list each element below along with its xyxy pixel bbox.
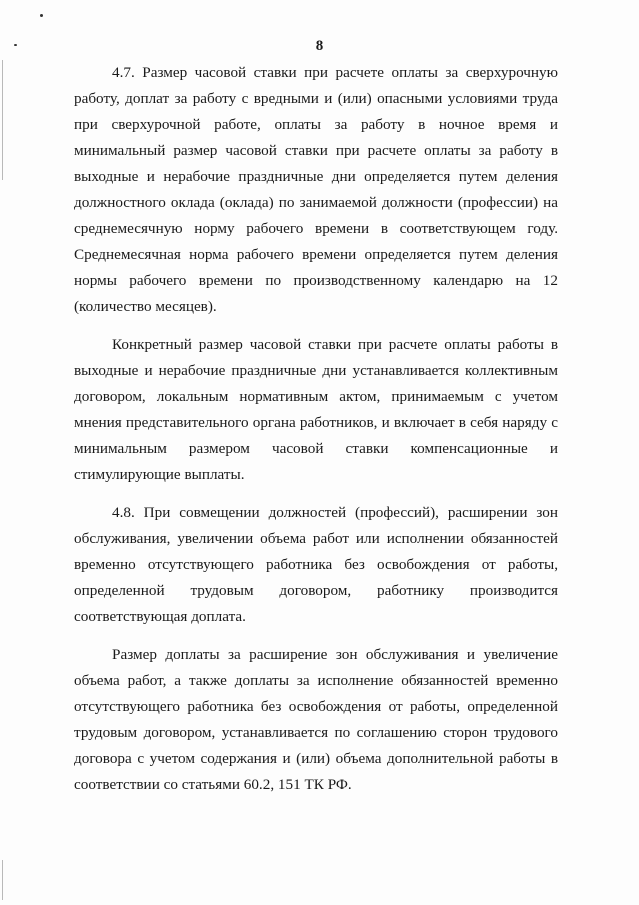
paragraph-4-7 [74,60,558,320]
text-line: минимальный размер часовой ставки при расчете оплаты за работу в [74,142,558,159]
scan-edge [2,860,3,900]
text-line: соответствии со статьями 60.2, 151 ТК РФ. [74,776,352,793]
text-line: стимулирующие выплаты. [74,466,245,483]
text-line: (количество месяцев). [74,298,217,315]
text-line: при сверхурочной работе, оплаты за работу в ночное время и [74,116,558,133]
text-line: договора с учетом содержания и (или) объема дополнительной работы в [74,750,558,767]
text-line: должностного оклада (оклада) по занимаемой должности (профессии) на [74,194,558,211]
text-line: трудовым договором, устанавливается по соглашению сторон трудового [74,724,558,741]
scan-speck [40,14,43,17]
text-line: 4.7. Размер часовой ставки при расчете оплаты за сверхурочную [112,64,558,81]
text-line: мнения представительного органа работников, и включает в себя наряду с [74,414,558,431]
text-line: Среднемесячная норма рабочего времени определяется путем деления [74,246,558,263]
text-line: минимальным размером часовой ставки компенсационные и [74,440,558,457]
text-line: договором, локальным нормативным актом, принимаемым с учетом [74,388,558,405]
text-line: временно отсутствующего работника без освобождения от работы, [74,556,558,573]
text-line: работу, доплат за работу с вредными и (или) опасными условиями труда [74,90,558,107]
document-body [74,60,558,798]
text-line: Конкретный размер часовой ставки при расчете оплаты работы в [112,336,558,353]
text-line: среднемесячную норму рабочего времени в соответствующем году. [74,220,558,237]
text-line: выходные и нерабочие праздничные дни устанавливается коллективным [74,362,558,379]
paragraph-hourly-rate [74,332,558,488]
paragraph-4-8 [74,500,558,630]
page-number: 8 [315,38,324,54]
paragraph-surcharge [74,642,558,798]
text-line: определенной трудовым договором, работнику производится [74,582,558,599]
text-line: соответствующая доплата. [74,608,246,625]
text-line: выходные и нерабочие праздничные дни определяется путем деления [74,168,558,185]
text-line: объема работ, а также доплаты за исполнение обязанностей временно [74,672,558,689]
text-line: отсутствующего работника без освобождения от работы, определенной [74,698,558,715]
text-line: Размер доплаты за расширение зон обслуживания и увеличение [112,646,558,663]
scan-edge [2,60,3,180]
text-line: нормы рабочего времени по производственному календарю на 12 [74,272,558,289]
text-line: 4.8. При совмещении должностей (профессий), расширении зон [112,504,558,521]
text-line: обслуживания, увеличении объема работ или исполнении обязанностей [74,530,558,547]
